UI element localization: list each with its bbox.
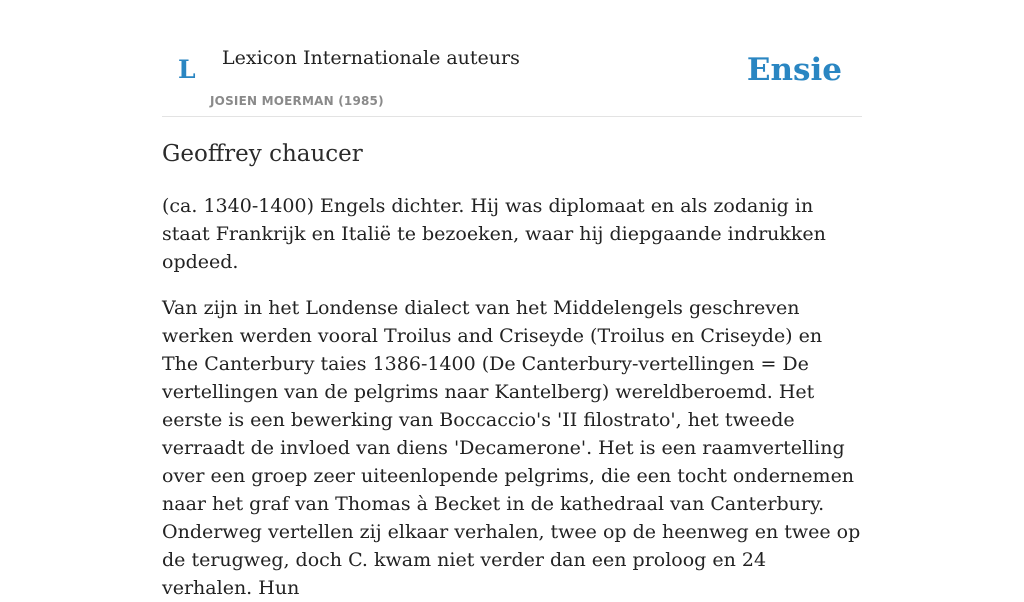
source-author: JOSIEN MOERMAN (1985) (210, 94, 384, 108)
source-title-link[interactable]: Lexicon Internationale auteurs (222, 47, 520, 69)
source-logo[interactable]: L (178, 55, 196, 84)
brand-logo[interactable]: Ensie (746, 52, 842, 88)
source-header (162, 0, 862, 117)
paragraph-1: (ca. 1340-1400) Engels dichter. Hij was diplomaat en als zodanig in staat Frankrijk en Italië te bezoeken, waar hij diepgaande indrukken opdeed. (162, 195, 826, 273)
paragraph-2: Van zijn in het Londense dialect van het Middelengels geschreven werken werden vooral Troilus and Criseyde (Troilus en Criseyde) en The Canterbury taies 1386-1400 (De Canterbury-vertellingen = De vertellingen van de pelgrims naar Kantelberg) wereldberoemd. Het eerste is een bewerking van Boccaccio's 'II filostrato', het tweede verraadt de invloed van diens 'Decamerone'. Het is een raamvertelling over een groep zeer uiteenlopende pelgrims, die een tocht ondernemen naar het graf van Thomas à Becket in de kathedraal van Canterbury. Onderweg vertellen zij elkaar verhalen, twee op de heenweg en twee op de terugweg, doch C. kwam niet verder dan een proloog en 24 verhalen. Hun (162, 297, 861, 599)
entry-title: Geoffrey chaucer (162, 141, 363, 167)
article (162, 138, 862, 602)
